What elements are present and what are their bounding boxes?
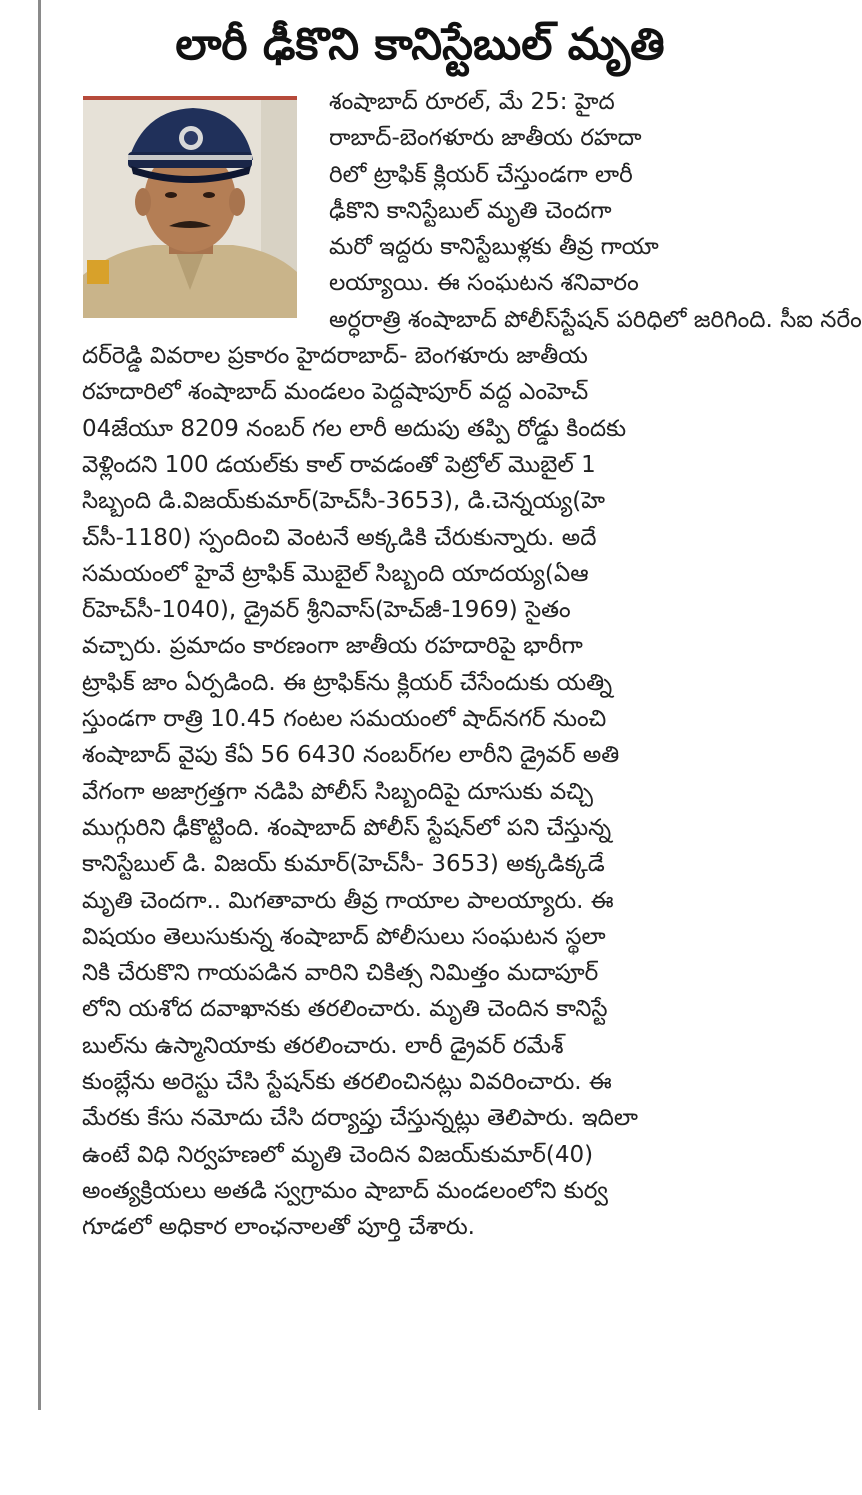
article-body bbox=[82, 84, 862, 1246]
article-line: ఉంటే విధి నిర్వహణలో మృతి చెందిన విజయ్‌కుమార్(40) bbox=[82, 1141, 594, 1168]
article-line: ర్‌హెచ్‌సీ-1040), డ్రైవర్ శ్రీనివాస్(హెచ్‌జీ-1969) సైతం bbox=[82, 597, 571, 624]
article-line: లయ్యాయి. ఈ సంఘటన శనివారం bbox=[329, 270, 639, 297]
article-line: 04జేయూ 8209 నంబర్ గల లారీ అదుపు తప్పి రోడ్డు కిందకు bbox=[82, 415, 627, 442]
article-line: ముగ్గురిని ఢీకొట్టింది. శంషాబాద్ పోలీస్ స్టేషన్‌లో పని చేస్తున్న bbox=[82, 814, 612, 841]
article-line: వెళ్లిందని 100 డయల్‌కు కాల్ రావడంతో పెట్రోల్ మొబైల్ 1 bbox=[82, 451, 596, 478]
article-line: రాబాద్-బెంగళూరు జాతీయ రహదా bbox=[329, 125, 642, 152]
article-line: నికి చేరుకొని గాయపడిన వారిని చికిత్స నిమిత్తం మదాపూర్ bbox=[82, 960, 599, 987]
article-line: వచ్చారు. ప్రమాదం కారణంగా జాతీయ రహదారిపై భారీగా bbox=[82, 633, 583, 660]
article-line: విషయం తెలుసుకున్న శంషాబాద్ పోలీసులు సంఘటన స్థలా bbox=[82, 923, 606, 950]
article-line: శంషాబాద్ రూరల్, మే 25: హైద bbox=[329, 89, 615, 115]
headline: లారీ ఢీకొని కానిస్టేబుల్ మృతి bbox=[175, 19, 665, 70]
article-line: లోని యశోద దవాఖానకు తరలించారు. మృతి చెందిన కానిస్టే bbox=[82, 996, 608, 1023]
article-line: గూడలో అధికార లాంఛనాలతో పూర్తి చేశారు. bbox=[82, 1214, 475, 1241]
article-line: కానిస్టేబుల్ డి. విజయ్ కుమార్(హెచ్‌సీ- 3653) అక్కడిక్కడే bbox=[82, 851, 605, 878]
article-line: దర్‌రెడ్డి వివరాల ప్రకారం హైదరాబాద్- బెంగళూరు జాతీయ bbox=[82, 343, 588, 370]
article-line: మృతి చెందగా.. మిగతావారు తీవ్ర గాయాల పాలయ్యారు. ఈ bbox=[82, 887, 614, 914]
article-line: కుంబ్లేను అరెస్టు చేసి స్టేషన్‌కు తరలించినట్లు వివరించారు. ఈ bbox=[82, 1069, 612, 1096]
article-line: రహదారిలో శంషాబాద్ మండలం పెద్దషాపూర్ వద్ద ఎంహెచ్ bbox=[82, 379, 589, 406]
article-line: అర్ధరాత్రి శంషాబాద్ పోలీస్‌స్టేషన్ పరిధిలో జరిగింది. సీఐ నరేం bbox=[329, 306, 862, 333]
article-line: స్తుండగా రాత్రి 10.45 గంటల సమయంలో షాద్‌నగర్ నుంచి bbox=[82, 706, 607, 733]
article-line: మేరకు కేసు నమోదు చేసి దర్యాప్తు చేస్తున్నట్లు తెలిపారు. ఇదిలా bbox=[82, 1105, 639, 1132]
article-line: రిలో ట్రాఫిక్ క్లియర్ చేస్తుండగా లారీ bbox=[329, 161, 633, 188]
article-line: సిబ్బంది డి.విజయ్‌కుమార్(హెచ్‌సీ-3653), డి.చెన్నయ్య(హె bbox=[82, 488, 606, 515]
article-line: వేగంగా అజాగ్రత్తగా నడిపి పోలీస్ సిబ్బందిపై దూసుకు వచ్చి bbox=[82, 778, 594, 805]
article-line: మరో ఇద్దరు కానిస్టేబుళ్లకు తీవ్ర గాయా bbox=[329, 234, 659, 261]
column-rule bbox=[38, 0, 41, 1410]
article-line: చ్‌సీ-1180) స్పందించి వెంటనే అక్కడికి చేరుకున్నారు. అదే bbox=[82, 524, 597, 551]
article-line: బుల్‌ను ఉస్మానియాకు తరలించారు. లారీ డ్రైవర్ రమేశ్ bbox=[82, 1032, 564, 1059]
article-line: ట్రాఫిక్ జాం ఏర్పడింది. ఈ ట్రాఫిక్‌ను క్లియర్ చేసేందుకు యత్ని bbox=[82, 669, 613, 696]
article-line: అంత్యక్రియలు అతడి స్వగ్రామం షాబాద్ మండలంలోని కుర్వ bbox=[82, 1177, 608, 1204]
article-line: సమయంలో హైవే ట్రాఫిక్ మొబైల్ సిబ్బంది యాదయ్య(ఏఆ bbox=[82, 560, 589, 587]
photo-wrap-space bbox=[82, 84, 329, 324]
article-line: శంషాబాద్ వైపు కేఏ 56 6430 నంబర్‌గల లారీని డ్రైవర్ అతి bbox=[82, 742, 620, 769]
article-line: ఢీకొని కానిస్టేబుల్ మృతి చెందగా bbox=[329, 197, 612, 224]
